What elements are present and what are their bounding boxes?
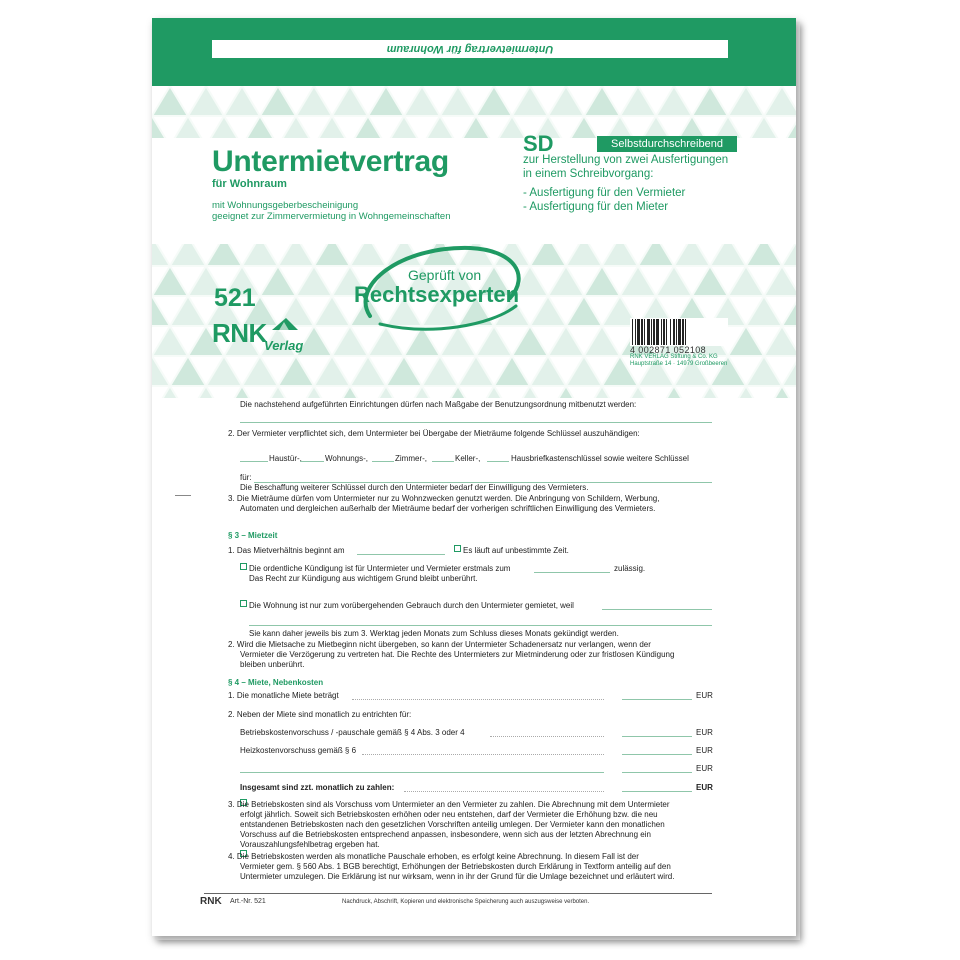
line-keller-count[interactable] (432, 461, 454, 462)
eur-miete: EUR (696, 691, 713, 700)
dots-total (404, 791, 604, 792)
eur-extra: EUR (696, 764, 713, 773)
line-brief-count[interactable] (487, 461, 509, 462)
brand-logo: RNK (212, 318, 267, 348)
brand-sub: Verlag (264, 338, 304, 353)
dots-heizkosten (362, 754, 604, 755)
key-wohnung: Wohnungs-, (325, 454, 368, 463)
label-total: Insgesamt sind zzt. monatlich zu zahlen: (240, 783, 395, 792)
checkbox-voruebergehend[interactable] (240, 600, 247, 607)
eur-heizkosten: EUR (696, 746, 713, 755)
section-4-item-3-l5: Vorauszahlungsfehlbetrag ergeben hat. (240, 840, 380, 849)
document-title: Untermietvertrag (212, 145, 449, 178)
item-2: 2. Der Vermieter verpflichtet sich, dem Untermieter bei Übergabe der Mieträume folgende Schlüssel auszuhändigen: (228, 429, 640, 438)
publisher-address: Hauptstraße 14 · 14979 Großbeeren (630, 361, 728, 367)
footer-rule (204, 893, 712, 894)
checkbox-kuendigung[interactable] (240, 563, 247, 570)
label-kuendigung: Die ordentliche Kündigung ist für Untermieter und Vermieter erstmals zum (249, 564, 511, 573)
section-4-item-4-l1: 4. Die Betriebskosten werden als monatliche Pauschale erhoben, es erfolgt keine Abrechnung. In diesem Fall ist der (228, 852, 639, 861)
label-heizkosten: Heizkostenvorschuss gemäß § 6 (240, 746, 357, 755)
key-haustuer: Haustür-, (269, 454, 302, 463)
section-4-item-4-l3: Untermieter umzulegen. Die Erklärung ist nur wirksam, wenn in ihr der Grund für die Umlage bezeichnet und erläutert wird. (240, 872, 675, 881)
label-zulaessig: zulässig. (614, 564, 646, 573)
line-reason-1[interactable] (602, 609, 712, 610)
field-heizkosten-eur[interactable] (622, 754, 692, 755)
line-haustuer-count[interactable] (240, 461, 268, 462)
line-zimmer-count[interactable] (372, 461, 394, 462)
dots-miete (352, 699, 604, 700)
field-betriebskosten-eur[interactable] (622, 736, 692, 737)
item-3-line-1: 3. Die Mieträume dürfen vom Untermieter nur zu Wohnzwecken genutzt werden. Die Anbringung von Schildern, Werbung, (228, 494, 660, 503)
section-4-item-2: 2. Neben der Miete sind monatlich zu entrichten für: (228, 710, 412, 719)
cover-top-strip: Untermietvertrag für Wohnraum (212, 40, 728, 58)
key-brief: Hausbriefkastenschlüssel sowie weitere Schlüssel (511, 454, 689, 463)
section-3-title: § 3 – Mietzeit (228, 531, 278, 540)
item-3-line-2: Automaten und dergleichen außerhalb der Mieträume bedarf der vorherigen schriftlichen Einwilligung des Vermieters. (240, 504, 656, 513)
document-note-2: geeignet zur Zimmervermietung in Wohngemeinschaften (212, 211, 451, 222)
section-4-title: § 4 – Miete, Nebenkosten (228, 678, 324, 687)
checkbox-unbefristet[interactable] (454, 545, 461, 552)
label-wichtiger-grund: Das Recht zur Kündigung aus wichtigem Grund bleibt unberührt. (249, 574, 478, 583)
eur-total: EUR (696, 783, 713, 792)
label-unbefristet: Es läuft auf unbestimmte Zeit. (463, 546, 569, 555)
section-4-item-3-l1: 3. Die Betriebskosten sind als Vorschuss vom Untermieter an den Vermieter zu zahlen. Die Abrechnung mit dem Untermieter (228, 800, 670, 809)
section-4-item-1: 1. Die monatliche Miete beträgt (228, 691, 339, 700)
sd-label: SD (523, 131, 554, 156)
margin-fold-mark (175, 495, 191, 496)
label-voruebergehend: Die Wohnung ist nur zum vorübergehenden Gebrauch durch den Untermieter gemietet, weil (249, 601, 574, 610)
cover-sheet (152, 18, 796, 398)
barcode-icon (630, 318, 728, 346)
section-3-item-2-l3: bleiben unberührt. (240, 660, 305, 669)
section-3-item-2-l2: Vermieter die Verzögerung zu vertreten hat. Die Rechte des Untermieters zur Mietminderung oder zur fristlosen Kündigung (240, 650, 675, 659)
field-total-eur[interactable] (622, 791, 692, 792)
section-4-item-3-l4: Vorschuss auf die Betriebskosten entsprechend anpassen, insbesondere, wenn sich aus der letzten Abrechnung ein (240, 830, 651, 839)
field-extra-eur[interactable] (622, 772, 692, 773)
section-4-item-3-l3: entstandenen Betriebskosten nach den gesetzlichen Vorschriften anteilig umlegen. Der Vermieter kann den monatlichen (240, 820, 665, 829)
field-extra-label[interactable] (240, 772, 604, 773)
eur-betriebskosten: EUR (696, 728, 713, 737)
brand-arrow-icon (272, 318, 298, 334)
document-note-1: mit Wohnungsgeberbescheinigung (212, 200, 359, 211)
key-keller: Keller-, (455, 454, 481, 463)
footer-article: Art.-Nr. 521 (230, 898, 266, 905)
keys-fuer: für: (240, 473, 252, 482)
section-3-item-1: 1. Das Mietverhältnis beginnt am (228, 546, 345, 555)
seal-text-1: Geprüft von (408, 267, 482, 283)
intro-text: Die nachstehend aufgeführten Einrichtungen dürfen nach Maßgabe der Benutzungsordnung mitbenutzt werden: (240, 400, 637, 409)
barcode-number: 4 002871 052108 (630, 345, 707, 355)
footer-brand: RNK (200, 896, 222, 907)
footer-note: Nachdruck, Abschrift, Kopieren und elektronische Speicherung auch auszugsweise verboten. (342, 899, 590, 905)
line-einrichtungen[interactable] (240, 422, 712, 423)
keys-beschaffung: Die Beschaffung weiterer Schlüssel durch den Untermieter bedarf der Einwilligung des Vermieters. (240, 483, 589, 492)
document-subtitle: für Wohnraum (212, 178, 287, 190)
dots-betriebskosten (490, 736, 604, 737)
section-3-item-2-l1: 2. Wird die Mietsache zu Mietbeginn nicht übergeben, so kann der Untermieter Schadenersatz nur verlangen, wenn der (228, 640, 651, 649)
form-body (152, 398, 796, 936)
section-4-item-3-l2: erfolgt jährlich. Soweit sich Betriebskosten erhöhen oder neu entstehen, darf der Vermieter die Erhöhung bzw. die neu (240, 810, 658, 819)
sd-line-4: - Ausfertigung für den Mieter (523, 201, 669, 213)
line-kuendigung-date[interactable] (534, 572, 610, 573)
field-miete-eur[interactable] (622, 699, 692, 700)
sd-line-2: in einem Schreibvorgang: (523, 168, 654, 180)
publisher-name: RNK VERLAG Stiftung & Co. KG (630, 354, 718, 360)
line-start-date[interactable] (357, 554, 445, 555)
section-4-item-4-l2: Vermieter gem. § 560 Abs. 1 BGB berechtigt, Erhöhungen der Betriebskosten durch Erklärung in Textform anteilig auf den (240, 862, 671, 871)
key-zimmer: Zimmer-, (395, 454, 427, 463)
label-betriebskosten: Betriebskostenvorschuss / -pauschale gemäß § 4 Abs. 3 oder 4 (240, 728, 465, 737)
seal-text-2: Rechtsexperten (354, 282, 520, 307)
line-reason-2[interactable] (249, 625, 712, 626)
label-kuendbar: Sie kann daher jeweils bis zum 3. Werktag jeden Monats zum Schluss dieses Monats gekündigt werden. (249, 629, 619, 638)
sd-line-3: - Ausfertigung für den Vermieter (523, 187, 686, 199)
sd-line-1: zur Herstellung von zwei Ausfertigungen (523, 154, 729, 166)
sd-badge: Selbstdurchschreibend (597, 136, 737, 152)
line-wohnung-count[interactable] (300, 461, 324, 462)
article-number: 521 (214, 284, 256, 312)
